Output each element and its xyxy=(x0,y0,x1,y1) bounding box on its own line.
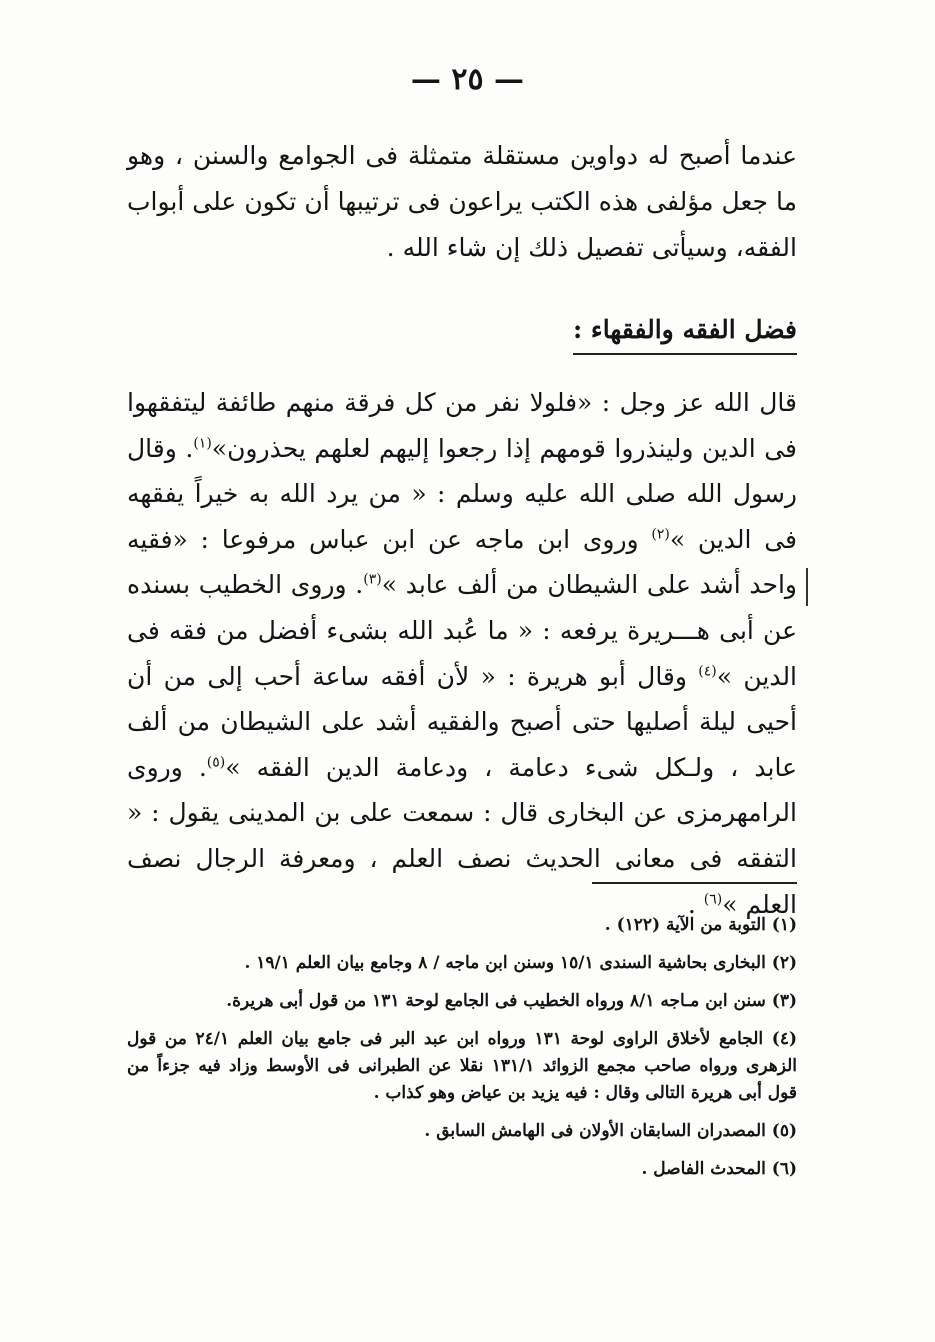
footnote-2: (٢) البخارى بحاشية السندى ١٥/١ وسنن ابن ماجه / ٨ وجامع بيان العلم ١٩/١ . xyxy=(244,953,797,973)
footnote-ref-5: (٥) xyxy=(206,754,226,771)
section-heading: فضل الفقه والفقهاء : xyxy=(573,310,797,355)
footnote-4: (٤) الجامع لأخلاق الراوى لوحة ١٣١ ورواه ابن عبد البر فى جامع بيان العلم ٢٤/١ من قول الزهرى ورواه صاحب مجمع الزوائد ١٣١/١ نقلا عن الطبرانى فى الأوسط وزاد فيه جزءاً من قول أبى هريرة التالى وقال : فيه يزيد بن عياض وهو كذاب . xyxy=(127,1029,797,1103)
footnote-ref-6: (٦) xyxy=(703,891,723,908)
body-paragraph xyxy=(127,380,798,919)
body-text-segment: . xyxy=(687,889,704,919)
footnote-divider xyxy=(592,882,797,884)
footnote-1: (١) التوبة من الآية (١٢٢) . xyxy=(604,915,797,935)
footnote-5: (٥) المصدران السابقان الأولان فى الهامش السابق . xyxy=(424,1121,797,1141)
intro-paragraph: عندما أصبح له دواوين مستقلة متمثلة فى الجوامع والسنن ، وهو ما جعل مؤلفى هذه الكتب يراعون فى ترتيبها أن تكون على أبواب الفقه، وسيأتى تفصيل ذلك إن شاء الله . xyxy=(127,141,797,262)
body-text-segment: . وقال رسول الله صلى الله عليه وسلم : « من يرد الله به خيراً يفقهه فى الدين » xyxy=(127,433,797,554)
page-number: — ٢٥ — xyxy=(410,62,525,97)
footnote-ref-3: (٣) xyxy=(363,572,382,589)
body-text-segment: وروى ابن ماجه عن ابن عباس مرفوعا : «فقيه واحد أشد على الشيطان من ألف عابد » xyxy=(127,524,798,600)
footnote-ref-2: (٢) xyxy=(651,526,670,543)
footnotes xyxy=(127,912,797,1322)
footnote-ref-4: (٤) xyxy=(698,663,717,680)
body-text-segment: قال الله عز وجل : «فلولا نفر من كل فرقة منهم طائفة ليتفقهوا فى الدين ولينذروا قومهم إذا رجعوا إليهم لعلهم يحذرون» xyxy=(127,388,797,463)
footnote-ref-1: (١) xyxy=(193,435,212,452)
body-text-segment: . وروى الرامهرمزى عن البخارى قال : سمعت على بن المدينى يقول : « التفقه فى معانى الحديث نصف العلم ، ومعرفة الرجال نصف العلم » xyxy=(127,752,797,919)
footnote-3: (٣) سنن ابن مـاجه ٨/١ ورواه الخطيب فى الجامع لوحة ١٣١ من قول أبى هريرة. xyxy=(226,991,797,1011)
footnote-6: (٦) المحدث الفاصل . xyxy=(641,1159,797,1179)
body-text-segment: . وروى الخطيب بسنده عن أبى هـــريرة يرفعه : « ما عُبد الله بشىء أفضل من فقه فى الدين » xyxy=(127,570,798,691)
margin-mark xyxy=(806,568,808,606)
body-text-segment: وقال أبو هريرة : « لأن أفقه ساعة أحب إلى من أن أحيى ليلة أصليها حتى أصبح والفقيه أشد على الشيطان من ألف عابد ، ولـكل شىء دعامة ، ودعامة الدين الفقه » xyxy=(127,661,797,782)
